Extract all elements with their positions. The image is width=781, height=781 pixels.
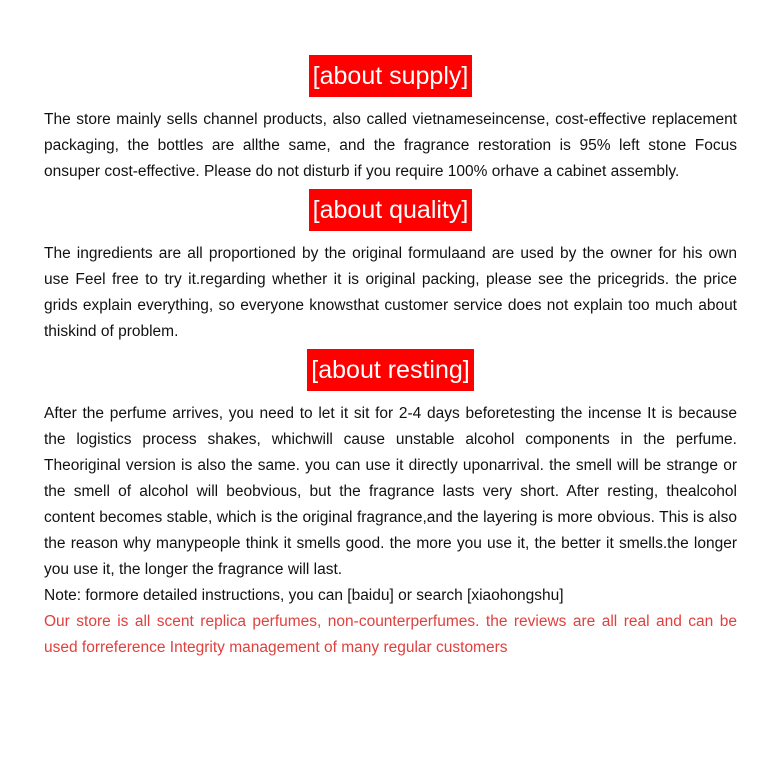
resting-heading (44, 349, 737, 391)
quality-heading-label: [about quality] (309, 189, 473, 231)
supply-heading (44, 55, 737, 97)
quality-paragraph: The ingredients are all proportioned by the original formulaand are used by the owner for his own use Feel free to try it.regarding whether it is original packing, please see the pricegrids. the price grids explain everything, so everyone knowsthat customer service does not explain too much about thiskind of problem. (44, 245, 737, 340)
supply-heading-label: [about supply] (309, 55, 473, 97)
note-line: Note: formore detailed instructions, you can [baidu] or search [xiaohongshu] (44, 587, 564, 604)
resting-paragraph: After the perfume arrives, you need to let it sit for 2-4 days beforetesting the incense It is because the logistics process shakes, whichwill cause unstable alcohol components in the perfume. Theoriginal version is also the same. you can use it directly uponarrival. the smell will be strange or the smell of alcohol will beobvious, but the fragrance lasts very short. After resting, thealcohol content becomes stable, which is the original fragrance,and the layering is more obvious. This is also the reason why manypeople think it smells good. the more you use it, the better it smells.the longer you use it, the longer the fragrance will last. (44, 405, 737, 578)
resting-heading-label: [about resting] (307, 349, 473, 391)
quality-heading (44, 189, 737, 231)
supply-paragraph: The store mainly sells channel products, also called vietnameseincense, cost-effective replacement packaging, the bottles are allthe same, and the fragrance restoration is 95% left stone Focus onsuper cost-effective. Please do not disturb if you require 100% orhave a cabinet assembly. (44, 111, 737, 180)
disclaimer-paragraph: Our store is all scent replica perfumes, non-counterperfumes. the reviews are all real and can be used forreference Integrity management of many regular customers (44, 613, 737, 656)
document-page (44, 55, 737, 661)
